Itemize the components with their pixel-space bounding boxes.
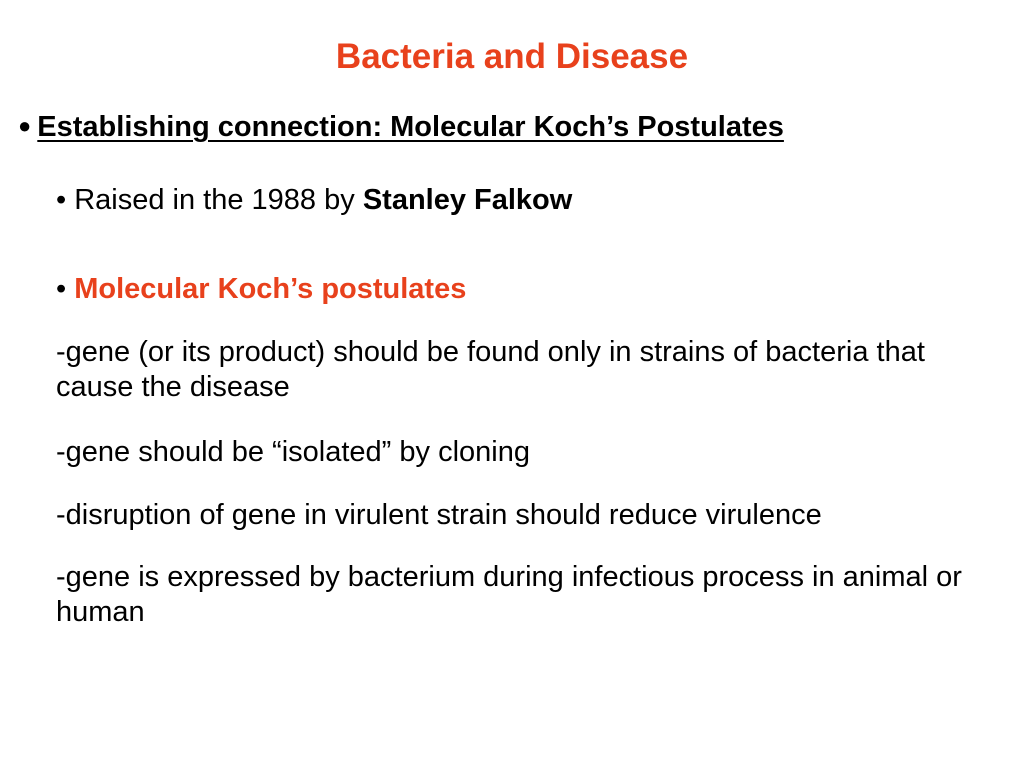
bullet-molecular-postulates [56,272,996,307]
heading-text: Establishing connection: Molecular Koch’s Postulates [37,111,784,143]
postulate-item: -gene should be “isolated” by cloning [56,436,530,468]
bullet-marker: • [56,184,67,216]
researcher-name: Stanley Falkow [362,184,573,216]
section-heading [18,110,784,145]
postulate-item: -disruption of gene in virulent strain should reduce virulence [56,499,822,531]
raised-by-text: Raised in the 1988 by [66,184,363,216]
postulate-item: -gene is expressed by bacterium during infectious process in animal or human [56,561,962,628]
slide-title: Bacteria and Disease [335,37,689,76]
bullet-raised-by [56,183,996,218]
postulate-item: -gene (or its product) should be found only in strains of bacteria that cause the disease [56,336,925,403]
heading-bullet: ● [18,113,32,138]
postulates-label: Molecular Koch’s postulates [74,273,467,305]
bullet-marker: • [56,273,67,305]
